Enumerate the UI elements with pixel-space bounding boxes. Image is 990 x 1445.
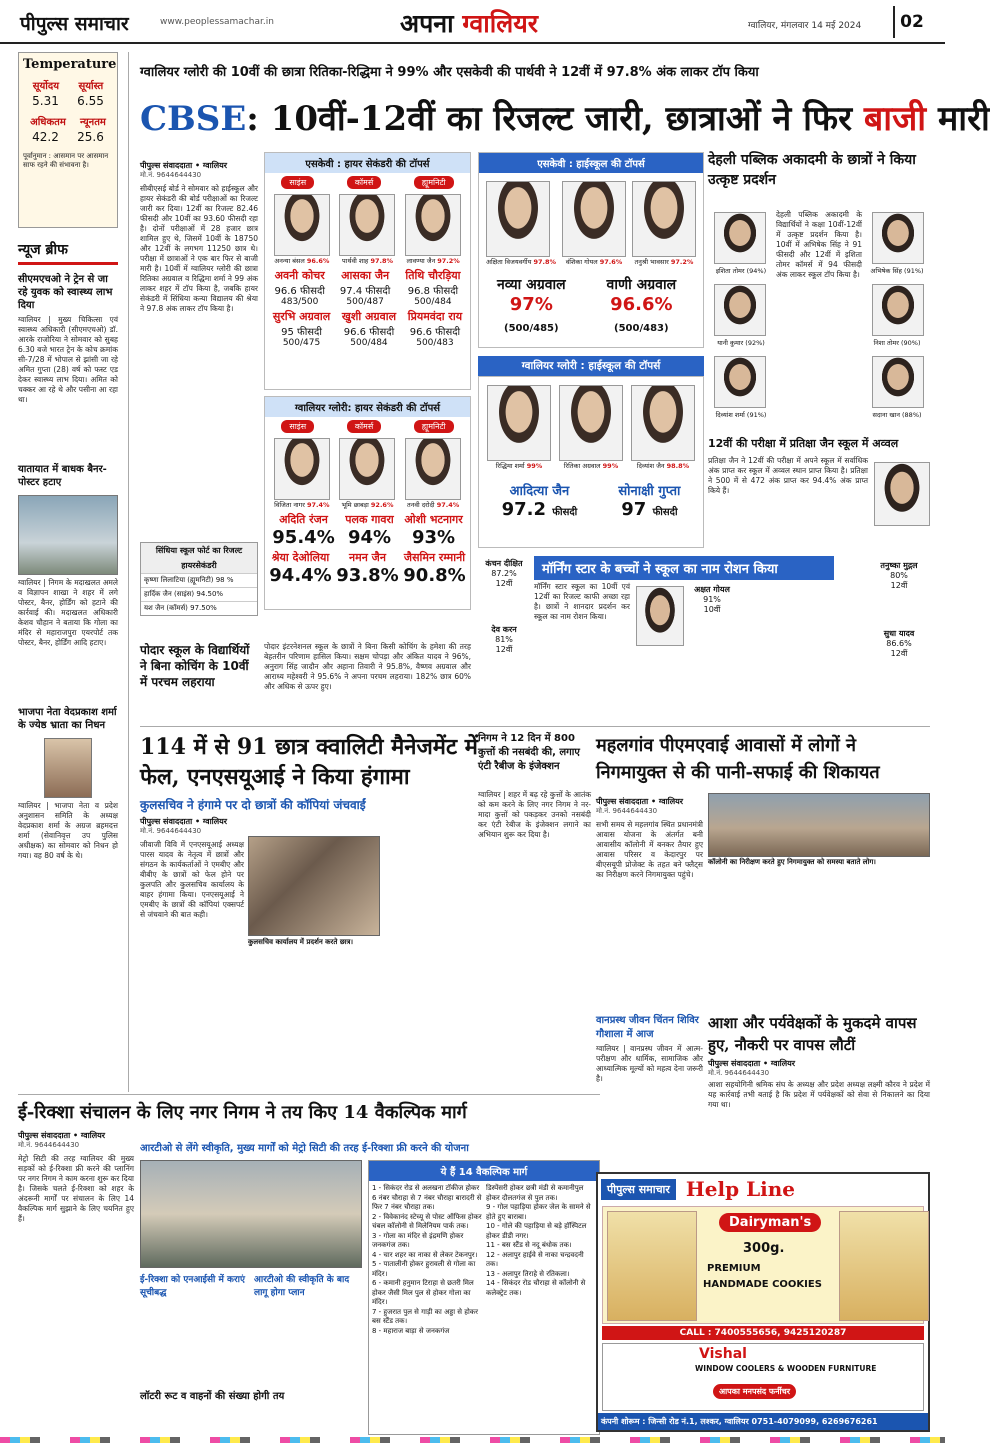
topper-score: 96.6 फीसदी (409, 327, 461, 338)
topper-card (487, 385, 551, 470)
topper-card (274, 438, 330, 509)
brief-item-title[interactable]: सीएमएचओ ने ट्रेन से जा रहे युवक को स्वास्थ्य लाभ दिया (18, 274, 113, 311)
topper-caption: रितिका अग्रवाल (563, 462, 601, 470)
student-class: 12वीं (890, 581, 908, 590)
student-photo (714, 212, 766, 264)
stream-tag: ह्यूमनिटी (414, 176, 454, 189)
erickshaw-subheadline: आरटीओ से लेंगे स्वीकृति, मुख्य मार्गों को मेट्रो सिटी की तरह ई-रिक्शा फ्री करने की योजना (140, 1143, 469, 1154)
stream-tag: साइंस (281, 176, 314, 189)
topper-marks: 500/483 (416, 338, 454, 348)
route-item: 2 - विवेकानंद स्टेच्यू से पोस्ट ऑफिस होकर चंबल कॉलोनी से मिलेनियम पार्क तक। (372, 1212, 482, 1230)
topper-percent: 99% (602, 462, 619, 470)
student-score: 81% (495, 635, 513, 644)
topper-name-cell (342, 309, 396, 348)
topper-score: 96.6% (610, 294, 673, 315)
topper-caption: दिव्यांश जैन (636, 462, 665, 470)
headline-red: बाजी (863, 99, 927, 139)
gg-10-heading: ग्वालियर ग्लोरी : हाईस्कूल की टॉपर्स (478, 356, 704, 376)
topper-caption: विजिता नागर (274, 501, 305, 509)
route-item: 1 - सिकंदर रोड से अलखना टॉकीज होकर 6 नंबर चौराहा से 7 नंबर चौराहा बारादरी से फिर 7 नंबर चौराहा तक। (372, 1184, 482, 1211)
topper-caption: अक्षिता विजयवर्गीय (485, 258, 532, 266)
topper-caption: पार्थवी शाह (341, 257, 369, 265)
topper-name: खुशी अग्रवाल (341, 310, 397, 323)
student-caption: निशा तोमर (90%) (873, 339, 921, 347)
route-item: 5 - पातालीनी होकर हुरावली से गोला का मंदिर। (372, 1260, 476, 1278)
byline: पीपुल्स संवाददाता • ग्वालियर (18, 1131, 106, 1140)
topper-photo (632, 181, 696, 257)
vishal-tagline: WINDOW COOLERS & WOODEN FURNITURE (695, 1364, 877, 1373)
student-class: 10वीं (703, 605, 721, 614)
topper-name-cell (582, 275, 701, 336)
sunset-label: सूर्यास्त (78, 81, 104, 92)
topper-name-cell (481, 275, 582, 336)
temperature-box (18, 52, 118, 228)
topper-card (405, 438, 461, 509)
skv-10-toppers (478, 152, 704, 348)
student-block (870, 560, 928, 591)
student-photo (872, 212, 924, 264)
obituary-photo (44, 738, 92, 798)
topper-name-cell (405, 268, 460, 307)
student-photo (872, 284, 924, 336)
topper-name-cell (272, 512, 334, 548)
route-item: 10 - गोले की पहाड़िया से बड़े हॉस्पिटल होकर डीडी नगर। (486, 1222, 587, 1240)
max-temp-value: 42.2 (32, 130, 59, 144)
topper-card (631, 385, 695, 470)
routes-heading: ये हैं 14 वैकल्पिक मार्ग (369, 1161, 599, 1181)
topper-name: वाणी अग्रवाल (606, 277, 677, 293)
cookies-ad[interactable] (602, 1206, 924, 1324)
box-title: आरटीओ की स्वीकृति के बाद लागू होगा प्लान (254, 1275, 350, 1298)
nsui-subheadline: कुलसचिव ने हंगामे पर दो छात्रों की कॉपियां जंचवाईं (140, 798, 366, 812)
headline-strap: ग्वालियर ग्लोरी की 10वीं की छात्रा रितिका-रिद्धिमा ने 99% और एसकेवी की पार्थवी ने 12वीं में 97.8% अंक लाकर टॉप किया (140, 65, 759, 80)
student-photo (714, 356, 766, 408)
topper-name-cell (403, 550, 465, 586)
student-name: कंचन दीक्षित (485, 559, 523, 568)
topper-caption: भूमि छाबड़ा (341, 501, 369, 509)
route-item: 8 - महाराज बाड़ा से जनकगंज (372, 1326, 450, 1335)
topper-caption: तनवी दरोदी (407, 501, 435, 509)
score-unit: फीसदी (652, 507, 678, 518)
topper-percent: 96.6% (306, 257, 330, 265)
nsui-text: जीवाजी विवि में एनएसयूआई अध्यक्ष पारस यादव के नेतृत्व में छात्रों और संगठन के कार्यकर्ताओं ने एमबीए और बीबीए के छात्रों को फेल होने पर कुलपति और कुलसचिव कार्यालय के बाहर हंगामा किया। एनएसयूआई ने एमबीए के छात्रों की कॉपियां एक्सपर्ट से जंचवाने की बात कही। (140, 840, 244, 919)
topper-score: 96.6 फीसदी (343, 327, 395, 338)
ad-brand: पीपुल्स समाचार (601, 1179, 676, 1200)
topper-name-cell (345, 512, 394, 548)
route-item: 9 - गोल पहाड़िया होकर जेल के सामने से होते हुए बाराबा। (486, 1203, 591, 1221)
topper-marks: 500/484 (350, 338, 388, 348)
student-class: 12वीं (495, 645, 513, 654)
nsui-headline[interactable]: 114 में से 91 छात्र क्वालिटी मैनेजमेंट में फेल, एनएसयूआई ने किया हंगामा (140, 734, 478, 790)
topper-name: पलक गावरा (345, 513, 394, 526)
print-registration-marks (0, 1437, 945, 1443)
main-headline[interactable] (140, 94, 990, 140)
topper-card (559, 385, 623, 470)
topper-marks: 500/484 (414, 297, 452, 307)
topper-name-cell (273, 309, 330, 348)
topper-photo (339, 438, 395, 500)
topper-card (562, 181, 626, 266)
student-score: 87.2% (491, 569, 517, 578)
stream-tag: ह्यूमनिटी (414, 420, 454, 433)
topper-name: सुरभि अग्रवाल (272, 310, 331, 323)
topper-score: 97 (621, 499, 647, 520)
byline: पीपुल्स संवाददाता • ग्वालियर (140, 817, 228, 826)
topper-score: 95 फीसदी (281, 327, 322, 338)
route-item: डिस्पेंसरी होकर छत्री मंडी से कमानीपुल होकर दौलतगंज से पुल तक। (486, 1184, 584, 1202)
byline: पीपुल्स संवाददाता • ग्वालियर (596, 797, 684, 806)
vishal-badge: आपका मनपसंद फर्नीचर (713, 1384, 796, 1399)
routes-right-column (486, 1184, 596, 1336)
headline-end: मारी (926, 99, 990, 139)
max-temp-label: अधिकतम (30, 117, 66, 128)
brief-item-text: ग्वालियर | मुख्य चिकित्सा एवं स्वास्थ्य अधिकारी (सीएमएचओ) डॉ. आरके राजोरिया ने सोमवार को सुबह 6.30 बजे भारत ट्रेन के कोच क्रमांक सी-7/28 में भोपाल से झांसी जा रहे अमित गुप्ता (28) वर्ष को फस्ट एड देकर स्वास्थ्य लाभ दिया। अमित को चक्कर आ रहे थे और पसीना आ रहा था। (18, 315, 118, 404)
masthead-url[interactable]: www.peoplessamachar.in (160, 17, 274, 27)
topper-name-cell (404, 512, 462, 548)
protest-caption: कुलसचिव कार्यालय में प्रदर्शन करते छात्र। (248, 938, 354, 946)
topper-caption: अनन्या बंसल (274, 257, 305, 265)
topper-score: 94% (348, 527, 392, 548)
student-block (870, 628, 928, 659)
topper-name-cell (269, 550, 331, 586)
topper-score: 93% (411, 527, 456, 548)
section-name: ग्वालियर (462, 9, 538, 38)
student-name: तनुष्का मुद्गल (880, 561, 918, 570)
student-block (690, 584, 734, 615)
vishal-ad[interactable] (602, 1343, 924, 1411)
topper-score: 95.4% (272, 527, 335, 548)
vanprasth-text: ग्वालियर | वानप्रस्थ जीवन में आत्म-परीक्षण और धार्मिक, सामाजिक और आध्यात्मिक मूल्यों को महत्व देना जरूरी है। (596, 1044, 703, 1083)
scindia-row: कृष्णा लिलाटिया (ह्यूमनिटी) 98 % (141, 573, 257, 587)
topper-card (486, 181, 556, 266)
aasha-headline[interactable]: आशा और पर्यवेक्षकों के मुकदमे वापस हुए, नौकरी पर वापस लौटीं (708, 1014, 917, 1054)
byline: पीपुल्स संवाददाता • ग्वालियर (708, 1059, 796, 1068)
topper-name-cell (275, 268, 325, 307)
mahalgaon-text: सभी समय से महलगांव स्थित प्रधानमंत्री आवास योजना के अंतर्गत बनी आवासीय कॉलोनी में बनकर तैयार हुए आवास परिसर व केदारपुर पर बीएसयूपी प्रोजेक्ट के तहत बने फ्लैट्स का निरीक्षण करने निगमायुक्त पहुंचे। (596, 820, 703, 879)
topper-percent: 97.2% (670, 258, 694, 266)
topper-name: नव्या अग्रवाल (496, 277, 566, 293)
route-item: 4 - चार शहर का नाका से लेकर टेकनपुर। (372, 1250, 478, 1259)
skv-10-heading: एसकेवी : हाईस्कूल की टॉपर्स (479, 153, 703, 173)
sunrise-value: 5.31 (32, 94, 59, 108)
section-divider (140, 726, 930, 727)
masthead (0, 0, 945, 44)
topper-name: अदिति रंजन (279, 513, 328, 526)
topper-score: 96.6 फीसदी (274, 286, 325, 297)
byline: पीपुल्स संवाददाता • ग्वालियर (140, 161, 228, 170)
student-photo (872, 356, 924, 408)
cookie-tin-image (839, 1211, 929, 1321)
topper-name-cell (408, 309, 462, 348)
topper-marks: 500/487 (346, 297, 384, 307)
section-title (400, 6, 538, 40)
topper-name: आसका जैन (341, 269, 390, 282)
routes-box (368, 1160, 600, 1435)
section-divider (18, 1094, 600, 1095)
morning-star-text: मॉर्निंग स्टार स्कूल का 10वीं एवं 12वीं का रिजल्ट काफी अच्छा रहा है। छात्रों ने शानदार प्रदर्शन कर स्कूल का नाम रोशन किया। (534, 582, 630, 621)
topper-photo (631, 385, 695, 461)
vishal-logo: Vishal (699, 1346, 747, 1362)
topper-name: अवनी कोचर (274, 269, 325, 282)
student-photo (714, 284, 766, 336)
topper-percent: 97.4% (307, 501, 330, 509)
ad-line: PREMIUM (707, 1263, 761, 1274)
topper-name: सोनाक्षी गुप्ता (618, 484, 681, 499)
morning-star-headline[interactable]: मॉर्निंग स्टार के बच्चों ने स्कूल का नाम रोशन किया (534, 556, 834, 580)
topper-percent: 99% (526, 462, 543, 470)
topper-name-cell (340, 268, 390, 307)
cookie-tin-image (607, 1211, 697, 1321)
sunrise-label: सूर्योदय (32, 81, 59, 92)
topper-caption: तनुश्री भावसार (634, 258, 669, 266)
main-story-text: सीबीएसई बोर्ड ने सोमवार को हाईस्कूल और हायर सेकंडरी की बोर्ड परीक्षाओं का रिजल्ट जारी कर दिया। 12वीं का रिजल्ट 82.46 फीसदी और 10वीं का 93.60 फीसदी रहा है। दोनों परीक्षाओं में 28 हजार छात्र शामिल हुए थे, जिसमें 10वीं के 18750 और 12वीं के लगभग 11250 छात्र थे। परीक्षा में छात्राओं ने एक बार फिर से बाजी मारी है। 10वीं में ग्वालियर ग्लोरी की छात्रा रितिका अग्रवाल व रिद्धिमा शर्मा ने 99 अंक लाकर शहर में टॉप किया है, जबकि हायर सेकंडरी में सिंधिया कन्या विद्यालय की श्रेया ने 97.8 अंक लाकर टॉप किया है। (140, 184, 258, 313)
ad-helpline-title: Help Line (685, 1177, 795, 1201)
topper-score: 97% (509, 294, 553, 315)
skv-hs-heading: एसकेवी : हायर सेकंडरी की टॉपर्स (265, 153, 470, 173)
dps-headline[interactable]: देहली पब्लिक अकादमी के छात्रों ने किया उत्कृष्ट प्रदर्शन (708, 152, 916, 188)
banner-removal-photo (18, 495, 118, 575)
topper-card (339, 438, 395, 509)
topper-marks: 500/475 (282, 338, 321, 348)
erickshaw-text: मेट्रो सिटी की तरह ग्वालियर की मुख्य सड़कों को ई-रिक्शा फ्री करने की प्लानिंग पर नगर निगम ने काम करना शुरू कर दिया है। जिसके चलते ई-रिक्शा को शहर के अंदरूनी मार्गों पर संचालन के लिए 14 वैकल्पिक मार्ग सुझाने के लिए चयनित हुए हैं। (18, 1154, 134, 1223)
stream-tag: कॉमर्स (347, 176, 381, 189)
topper-caption: वंशिका गोयल (565, 258, 598, 266)
routes-left-column (372, 1184, 482, 1336)
byline-mobile: मो.नं. 9644644430 (18, 1141, 80, 1149)
topper-score: 94.4% (269, 565, 332, 586)
headline-cbse: CBSE (140, 99, 247, 139)
topper-name-cell (336, 550, 398, 586)
stream-tag: साइंस (281, 420, 314, 433)
student-name: अक्षत गोयल (694, 585, 730, 594)
main-story (140, 160, 258, 544)
student-block (478, 558, 530, 589)
byline-mobile: मो.नं. 9644644430 (596, 807, 658, 815)
student-score: 80% (890, 571, 908, 580)
topper-name: प्रियमवंदा राय (407, 310, 463, 323)
inspection-photo (708, 793, 930, 857)
student-photo (636, 586, 684, 646)
topper-photo (559, 385, 623, 461)
route-item: 12 - अलापुर हाईवे से नाका चन्द्रवदनी तक। (486, 1250, 584, 1268)
gg-hs-heading: ग्वालियर ग्लोरी: हायर सेकंडरी की टॉपर्स (265, 397, 470, 417)
topper-score: 90.8% (403, 565, 466, 586)
student-score: 86.6% (886, 639, 912, 648)
brief-item-title[interactable]: भाजपा नेता वेदप्रकाश शर्मा के ज्येष्ठ भ्राता का निधन (18, 707, 117, 731)
dog-sterilization-headline[interactable]: निगम ने 12 दिन में 800 कुत्तों की नसबंदी की, लगाए एंटी रैबीज के इंजेक्शन (478, 733, 580, 772)
topper-photo (274, 194, 330, 256)
page-number: 02 (893, 6, 929, 38)
dog-sterilization-text: ग्वालियर | शहर में बढ़ रहे कुत्तों के आतंक को कम करने के लिए नगर निगम ने नर-मादा कुत्तों को पकड़कर उनको नसबंदी कर एंटी रेबीज के इंजेक्शन लगाने का अभियान शुरू कर दिया है। (478, 790, 591, 839)
topper-card (632, 181, 696, 266)
vanprasth-headline[interactable]: वानप्रस्थ जीवन चिंतन शिविर गौशाला में आज (596, 1015, 699, 1040)
student-photo (874, 462, 930, 526)
topper-photo (562, 181, 626, 257)
dps-text: देहली पब्लिक अकादमी के विद्यार्थियों ने कक्षा 10वीं-12वीं में उत्कृष्ट प्रदर्शन किया है। 10वीं में अभिषेक सिंह ने 91 फीसदी और 12वीं में इशिता तोमर कॉमर्स में 94 फीसदी अंक लाकर स्कूल टॉप किया है। (776, 210, 862, 279)
topper-name: आदित्या जैन (509, 484, 570, 499)
topper-photo (274, 438, 330, 500)
aasha-text: आशा सहयोगिनी श्रमिक संघ के अध्यक्ष और प्रदेश अध्यक्ष लक्ष्मी कौरव ने प्रदेश में यह कार्रवाई तभी बताई है कि प्रदेश में पर्यवेक्षकों को सेवा से निकालने का दिया गया था। (708, 1080, 930, 1109)
topper-score: 97.2 (501, 499, 546, 520)
student-caption: अभिषेक सिंह (91%) (870, 267, 924, 275)
topper-score: 97.4 फीसदी (339, 286, 391, 297)
topper-percent: 98.8% (666, 462, 690, 470)
protest-photo (248, 836, 380, 936)
headline-mid: : 10वीं-12वीं का रिजल्ट जारी, छात्राओं ने फिर (246, 99, 864, 139)
ad-footer: कंपनी शोरूम : जिन्सी रोड नं.1, लश्कर, ग्वालियर 0751-4079099, 6269676261 (598, 1413, 928, 1430)
topper-percent: 97.4% (436, 501, 460, 509)
scindia-sub: हायरसेकंडरी (141, 558, 257, 573)
stream-tag: कॉमर्स (347, 420, 381, 433)
student-caption: यानी कुमार (92%) (717, 339, 765, 347)
scindia-title: सिंधिया स्कूल फोर्ट का रिजल्ट (141, 543, 257, 558)
gg-hs-toppers (264, 396, 471, 610)
topper-photo (486, 181, 550, 257)
erickshaw-headline[interactable]: ई-रिक्शा संचालन के लिए नगर निगम ने तय किए 14 वैकल्पिक मार्ग (18, 1102, 467, 1123)
topper-name: श्रेया देओलिया (271, 551, 330, 564)
skv-hs-toppers (264, 152, 471, 390)
masthead-brand[interactable]: पीपुल्स समाचार (20, 13, 129, 35)
topper-marks: (500/485) (504, 323, 559, 334)
route-item: 11 - बस स्टैंड से नदू बंधोक तक। (486, 1241, 572, 1249)
topper-photo (487, 385, 551, 461)
topper-card (274, 194, 330, 265)
ad-line: HANDMADE COOKIES (703, 1279, 822, 1290)
student-name: सुधा यादव (883, 629, 915, 638)
byline-mobile: मो.नं. 9644644430 (140, 827, 202, 835)
scindia-result-box (140, 542, 258, 616)
topper-score: 96.8 फीसदी (407, 286, 459, 297)
podar-text: पोदार इंटरनेशनल स्कूल के छात्रों ने बिना किसी कोचिंग के हमेशा की तरह बेहतरीन परिणाम हासिल किया। सक्षम चोपड़ा और अंकित यादव ने 96%, अनुराग सिंह जादौन और अहाना तिवारी ने 95.8%, वैष्णव अग्रवाल और आराध्य महेश्वरी ने 95.6% ने अपना परचम लहराया। 182% छात्र 60% और अधिक से ऊपर हुए। (264, 642, 471, 691)
topper-percent: 92.6% (370, 501, 394, 509)
temperature-title: Temperature (23, 57, 117, 72)
topper-name-cell (502, 481, 578, 520)
byline-mobile: मो.नं. 9644644430 (708, 1069, 770, 1077)
topper-caption: रिद्धिमा शर्मा (495, 462, 525, 470)
box-title: ई-रिक्शा को एनआईसी में कराएं सूचीबद्ध (140, 1275, 245, 1298)
jain-headline[interactable]: 12वीं की परीक्षा में प्रतिक्षा जैन स्कूल में अव्वल (708, 437, 899, 450)
brief-item-title[interactable]: यातायात में बाधक बैनर-पोस्टर हटाए (18, 464, 107, 488)
topper-percent: 97.8% (533, 258, 557, 266)
student-caption: सदाना खान (88%) (872, 411, 922, 419)
jain-text: प्रतिक्षा जैन ने 12वीं की परीक्षा में अपने स्कूल में सर्वाधिक अंक प्राप्त कर स्कूल में अव्वल स्थान प्राप्त किया है। प्रतिक्षा ने 500 में से 472 अंक प्राप्त कर 94.4% अंक प्राप्त किये हैं। (708, 456, 868, 495)
score-unit: फीसदी (552, 507, 578, 518)
topper-name: तिथि चौरड़िया (405, 269, 461, 282)
column-divider (128, 52, 129, 1092)
scindia-row: हार्दिक जैन (साइंस) 94.50% (141, 587, 257, 601)
topper-name-cell (618, 481, 680, 520)
student-caption: इशिता तोमर (94%) (715, 267, 767, 275)
route-item: 7 - हुजरात पुल से गाड़ी का अड्डा से होकर बस स्टैंड तक। (372, 1307, 478, 1325)
scindia-row: यश जैन (कॉमर्स) 97.50% (141, 601, 257, 615)
route-item: 3 - गोला का मंदिर से इंद्रमणि होकर जनकगंज तक। (372, 1231, 464, 1249)
topper-photo (405, 194, 461, 256)
issue-date: ग्वालियर, मंगलवार 14 मई 2024 (748, 21, 862, 31)
dairymans-logo: Dairyman's (719, 1213, 821, 1232)
topper-card (339, 194, 395, 265)
news-brief-heading: न्यूज ब्रीफ (18, 240, 118, 265)
inspection-caption: कॉलोनी का निरीक्षण करते हुए निगमायुक्त को समस्या बताते लोग। (708, 858, 876, 866)
brief-item-text: ग्वालियर | निगम के मदाखलत अमले व विज्ञापन शाखा ने शहर में लगे पोस्टर, बैनर, होर्डिंग को हटाने की कार्रवाई की। मदाखलत अधिकारी केशव चौहान ने बताया कि गोला का मंदिर से महाराजपुरा एयरपोर्ट तक पोस्टर, बैनर, होर्डिंग आदि हटाए। (18, 578, 118, 647)
lottery-title: लॉटरी रूट व वाहनों की संख्या होगी तय (140, 1391, 285, 1402)
helpline-advertisement[interactable] (596, 1172, 930, 1432)
ad-weight: 300g. (743, 1241, 785, 1256)
student-class: 12वीं (890, 649, 908, 658)
topper-photo (339, 194, 395, 256)
route-item: 13 - अलापुर तिराहे से रतिकला। (486, 1269, 570, 1278)
topper-marks: (500/483) (614, 323, 669, 334)
brief-item-text: ग्वालियर | भाजपा नेता व प्रदेश अनुशासन समिति के अध्यक्ष वेदप्रकाश शर्मा के अग्रज ब्रहमदत्त शर्मा (सेवानिवृत्त उप पुलिस अधीक्षक) का सोमवार को निधन हो गया। वह 80 वर्ष के थे। (18, 801, 118, 860)
erickshaw-photo (140, 1160, 362, 1268)
forecast-note: पूर्वानुमान : आसमान पर आसमान साफ रहने की संभावना है। (23, 152, 109, 169)
topper-name: नमन जैन (349, 551, 386, 564)
topper-name: जैसमिन रम्मानी (403, 551, 466, 564)
student-score: 91% (703, 595, 721, 604)
topper-percent: 97.2% (437, 257, 460, 265)
topper-percent: 97.8% (370, 257, 394, 265)
left-column (18, 52, 118, 1001)
byline-mobile: मो.नं. 9644644430 (140, 171, 202, 179)
sunset-value: 6.55 (77, 94, 104, 108)
topper-score: 93.8% (336, 565, 399, 586)
topper-photo (405, 438, 461, 500)
topper-marks: 483/500 (281, 297, 319, 307)
student-block (478, 624, 530, 655)
topper-card (405, 194, 461, 265)
student-name: देव करन (491, 625, 517, 634)
topper-name: ओशी भटनागर (404, 513, 463, 526)
student-class: 12वीं (495, 579, 513, 588)
min-temp-label: न्यूनतम (79, 117, 106, 128)
mahalgaon-headline[interactable]: महलगांव पीएमएवाई आवासों में लोगों ने निगमायुक्त से की पानी-सफाई की शिकायत (596, 735, 880, 783)
ad-phone[interactable]: CALL : 7400555656, 9425120287 (602, 1326, 924, 1340)
topper-percent: 97.6% (599, 258, 623, 266)
route-item: 6 - कमानी हनुमान टिराहा से छतरी मिल होकर जैसी मिल पुल से होकर गोला का मंदिर। (372, 1279, 474, 1306)
podar-headline[interactable]: पोदार स्कूल के विद्यार्थियों ने बिना कोचिंग के 10वीं में परचम लहराया (140, 643, 250, 689)
topper-caption: लावण्या जैन (406, 257, 436, 265)
route-item: 14 - सिकंदर रोड चौराहा से कॉलोनी से कलेक्ट्रेट तक। (486, 1279, 586, 1297)
gg-10-toppers (478, 376, 704, 548)
section-prefix: अपना (400, 9, 454, 38)
student-caption: दिव्यांश शर्मा (91%) (715, 411, 767, 419)
min-temp-value: 25.6 (77, 130, 104, 144)
